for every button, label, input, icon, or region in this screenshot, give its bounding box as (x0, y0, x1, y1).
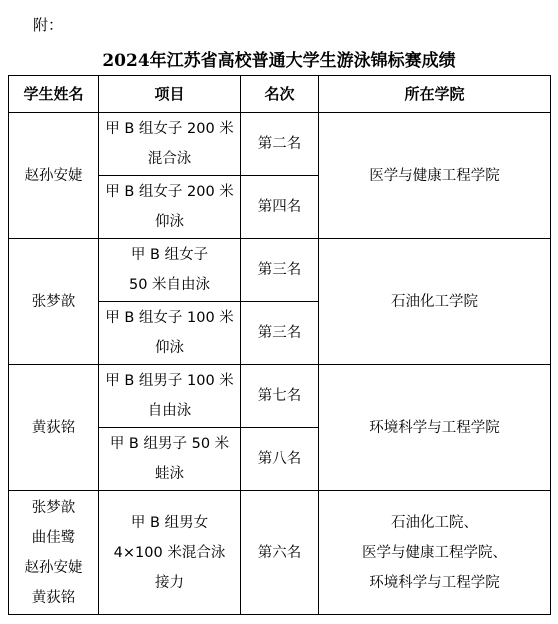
event-line: 甲 B 组男子 100 米 (105, 373, 234, 389)
event-line: 仰泳 (155, 340, 184, 356)
rank-cell: 第四名 (241, 176, 319, 239)
event-line: 甲 B 组女子 200 米 (105, 184, 234, 200)
event-line: 甲 B 组女子 200 米 (105, 121, 234, 137)
school-line: 医学与健康工程学院、 (362, 544, 507, 561)
student-name: 赵孙安婕 (24, 167, 83, 184)
event-cell (99, 113, 241, 176)
school-cell (319, 239, 551, 365)
student-name: 黄荻铭 (31, 589, 76, 606)
header-school: 所在学院 (319, 76, 551, 113)
event-line: 蛙泳 (155, 466, 184, 482)
table-row (9, 365, 551, 428)
event-cell (99, 176, 241, 239)
event-cell (99, 239, 241, 302)
event-line: 仰泳 (155, 214, 184, 230)
event-line: 接力 (155, 574, 184, 591)
table-row (9, 239, 551, 302)
rank-cell: 第三名 (241, 302, 319, 365)
header-event: 项目 (99, 76, 241, 113)
school-cell (319, 491, 551, 615)
student-name: 曲佳鹭 (31, 529, 76, 546)
rank-cell: 第六名 (241, 491, 319, 615)
event-cell (99, 491, 241, 615)
school-cell (319, 365, 551, 491)
event-line: 甲 B 组女子 100 米 (105, 310, 234, 326)
student-name-cell (9, 113, 99, 239)
results-table (8, 75, 551, 615)
table-row (9, 113, 551, 176)
rank-cell: 第八名 (241, 428, 319, 491)
school-line: 环境科学与工程学院 (369, 419, 500, 436)
event-line: 4×100 米混合泳 (113, 544, 226, 561)
rank-cell: 第三名 (241, 239, 319, 302)
event-cell (99, 365, 241, 428)
table-header-row (9, 76, 551, 113)
school-line: 石油化工院、 (391, 514, 478, 531)
school-line: 环境科学与工程学院 (369, 574, 500, 591)
page-title: 2024年江苏省高校普通大学生游泳锦标赛成绩 (102, 51, 456, 71)
event-line: 自由泳 (147, 403, 192, 419)
student-name: 张梦歆 (31, 293, 76, 310)
rank-cell: 第七名 (241, 365, 319, 428)
attachment-note: 附： (33, 16, 64, 34)
table-row (9, 491, 551, 615)
student-name-cell (9, 365, 99, 491)
event-line: 甲 B 组男女 (130, 514, 209, 531)
header-rank: 名次 (241, 76, 319, 113)
student-name: 黄荻铭 (31, 419, 76, 436)
student-name: 赵孙安婕 (24, 559, 83, 576)
school-line: 石油化工学院 (391, 293, 478, 310)
event-cell (99, 302, 241, 365)
event-line: 50 米自由泳 (128, 277, 211, 293)
header-student-name: 学生姓名 (9, 76, 99, 113)
event-line: 甲 B 组女子 (130, 247, 209, 263)
student-name-cell (9, 239, 99, 365)
event-cell (99, 428, 241, 491)
student-name: 张梦歆 (31, 499, 76, 516)
event-line: 混合泳 (147, 151, 192, 167)
school-line: 医学与健康工程学院 (369, 167, 500, 184)
student-name-cell (9, 491, 99, 615)
rank-cell: 第二名 (241, 113, 319, 176)
event-line: 甲 B 组男子 50 米 (109, 436, 230, 452)
school-cell (319, 113, 551, 239)
